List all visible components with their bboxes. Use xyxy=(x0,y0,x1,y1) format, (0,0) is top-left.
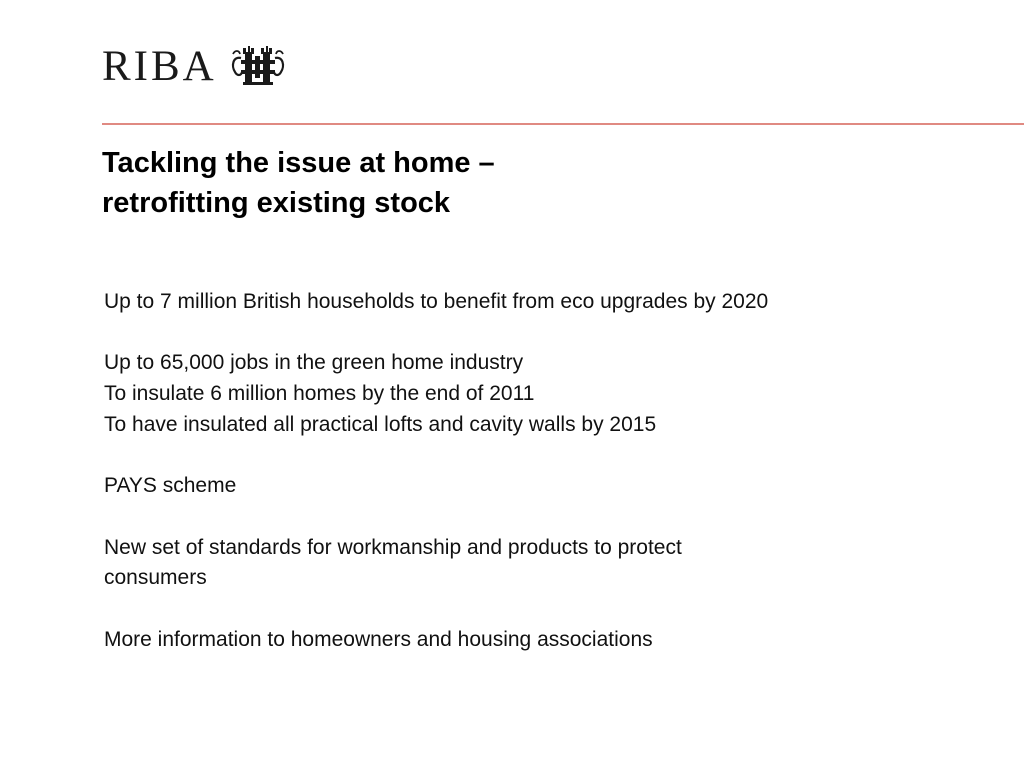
header-divider xyxy=(102,123,1024,125)
body-line: Up to 65,000 jobs in the green home industry xyxy=(104,351,524,375)
slide-title-line-1: Tackling the issue at home – xyxy=(102,147,495,179)
body-line: Up to 7 million British households to benefit from eco upgrades by 2020 xyxy=(104,290,769,313)
riba-crest-icon xyxy=(229,42,289,90)
riba-logo xyxy=(102,40,289,92)
slide-body xyxy=(104,287,934,655)
body-line: PAYS scheme xyxy=(104,474,237,498)
body-line: To insulate 6 million homes by the end of 2011 xyxy=(104,382,535,406)
line-spacer xyxy=(104,318,934,349)
slide-title-line-2: retrofitting existing stock xyxy=(102,187,451,219)
body-line: To have insulated all practical lofts and cavity walls by 2015 xyxy=(104,412,657,436)
body-line: New set of standards for workmanship and products to protect xyxy=(104,535,682,559)
slide-title xyxy=(102,143,495,223)
logo-text: RIBA xyxy=(102,42,217,90)
line-spacer xyxy=(104,441,934,472)
line-spacer xyxy=(104,502,934,533)
line-spacer xyxy=(104,594,934,625)
body-line: consumers xyxy=(104,566,207,590)
body-line: More information to homeowners and housing associations xyxy=(104,627,653,651)
